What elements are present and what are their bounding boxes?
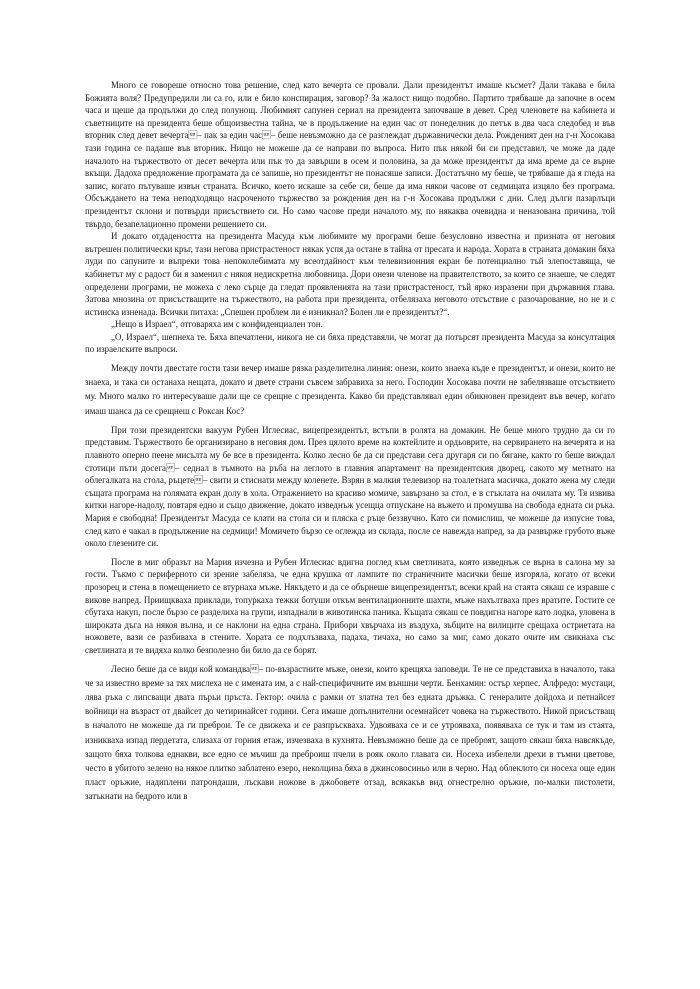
paragraph-4: „О, Израел“, шепнеха те. Бяха впечатлени, никога не си бяха представяли, че могат да потърсят президента Масуда за консултация по израелските въпроси. xyxy=(85,331,615,355)
paragraph-3: „Нещо в Израел“, отговаряха им с конфиденциален тон. xyxy=(111,319,323,330)
paragraph-1: Много се говореше относно това решение, след като вечерта се провали. Дали президентът имаше късмет? Дали такава е била Божията воля? Предупредили ли са го, или е било конспирация, заговор? За жалост нищо подобно. Партито трябваше да започне в осем часа и щеше да продължи до след полунощ. Любимият сапунен сериал на президента започваше в девет. Сред членовете на кабинета и съветниците на президента беше общоизвестна тайна, че в продължение на един час от понеделник до петък в два часа следобед и във вторник след девет вечерта – пак за един час – беше невъзможно да се разглеждат държавнически дела. Рожденият ден на г-н Хосокава тази година се падаше във вторник. Нищо не можеше да се направи по въпроса. Нито пък някой би си представил, че може да даде началото на тържеството от десет вечерта или пък то да завърши в осем и половина, за да може президентът да има време да се върне вкъщи. Дадоха предложение програмата да се запише, но президентът не понасяше записи. Достатъчно му беше, че трябваше да я гледа на запис, когато пътуваше извън страната. Всичко, което искаше за себе си, беше да има някои часове от седмицата изцяло без програма. Обсъждането на тема неподходящо насроченото тържество за рождения ден на г-н Хосокава продължи с дни. След дълги пазарлъци президентът склони и потвърди присъствието си. Но само часове преди началото му, по някаква очевидна и неназована причина, той твърдо, безапелационно промени решението си. xyxy=(85,80,615,229)
document-page xyxy=(85,79,615,804)
paragraph-2: И докато отдадеността на президента Масуда към любимите му програми беше безусловно известна и призната от неговия вътрешен политически кръг, тази негова пристрастеност някак успя да остане в тайна от пресата и народа. Хората в страната домакин бяха луди по сапуните и въпреки това непоколебимата му всеотдайност към телевизионния екран бе потенциално тъй злепоставяща, че кабинетът му с радост би я заменил с някоя недискретна любовница. Дори онези членове на правителството, за които се знаеше, че следят определени програми, не можеха с леко сърце да гледат проявленията на тази пристрастеност, тъй ярко изразени при държавния глава. Затова мнозина от присъстващите на тържеството, на работа при президента, отбелязаха неговото отсъствие с разочарование, но не и с истинска изненада. Всички питаха: „Спешен проблем ли е изникнал? Болен ли е президентът?“. xyxy=(85,231,615,317)
paragraph-5: Между почти двестате гости тази вечер имаше рязка разделителна линия: онези, които знаеха къде е президентът, и онези, които не знаеха, и така си останаха нещата, докато и двете страни съвсем забравиха за него. Господин Хосокава почти не забелязваше отсъствието му. Много малко го интересуваше дали ще се срещне с президента. Какво би представлявал един обикновен президент във вечер, когато имаш шанса да се срещнеш с Роксан Кос? xyxy=(85,363,615,416)
paragraph-7: После в миг образът на Мария изчезна и Рубен Иглесиас вдигна поглед към светлината, която изведнъж се върна в салона му за гости. Тъкмо с периферното си зрение забеляза, че една крушка от лампите по страничните масички беше изгоряла, когато от всеки прозорец и стена в помещението се втурнаха мъже. Някъдето и да се обърнеше вицепрезидентът, всеки край на стаята сякаш се изравше с викове напред. Приищкваха приклади, топуркаха тежки ботуши откъм вентилационните шахти, мъже нахълтваха през вратите. Гостите се сбутаха накуп, после бързо се разделиха на групи, изпаднали в животинска паника. Къщата сякаш се повдигна нагоре като лодка, уловена в широката дъга на някоя вълна, и се наклони на една страна. Прибори хвърчаха из въздуха, зъбците на вилиците срещаха остриетата на ножовете, вази се разбиваха в стените. Хората се подхлъзваха, падаха, тичаха, но само за миг, само докато очите им свикнаха със светлината и те видяха колко безполезно би било да се борят. xyxy=(85,556,615,655)
paragraph-8: Лесно беше да се види кой командва – по-възрастните мъже, онези, които крещяха заповеди. Те не се представиха в началото, така че за известно време за тях мислеха не с имената им, а с най-специфичните им външни черти. Бенхамин: остър херпес. Алфредо: мустаци, лява ръка с липсващи двата пърьи пръста. Гектор: очила с рамки от златна тел без едната дръжка. С генералите дойдоха и петнайсет войници на възраст от двайсет до четиринайсет години. Сега имаше допълнителни осемнайсет човека на тържеството. Никой присъстващ в началото не можеше да ги преброи. Те се движеха и се разпръскваха. Удвояваха се и се утрояваха, появяваха се тук и там из стаята, изникваха изпад пердетата, слизаха от горния етаж, изчезваха в кухнята. Невъзможно беше да се преброят, защото сякаш бяха навсякъде, защото бяха толкова еднакви, все едно се мъчиш да преброиш пчели в рояк около главата си. Носеха избелели дрехи в тъмни цветове, често в убитото зелено на някое плитко заблатено езеро, неколцина бяха в джинсовосиньо или в черно. Над облеклото си носеха още един пласт оръжие, надиплени патрондаши, лъскави ножове в джобовете отзад, всякакъв вид огнестрелно оръжие, по-малки пистолети, затъкнати на бедрото или в xyxy=(85,663,615,802)
paragraph-6: При този президентски вакуум Рубен Иглесиас, вицепрезидентът, встъпи в ролята на домакин. Не беше много трудно да си го представим. Тържеството бе организирано в неговия дом. През цялото време на коктейлите и ордьоврите, на сервирането на вечерята и на плавното оперно пеене мисълта му бе все в президента. Колко лесно бе да си представи сега другаря си по бягане, както го беше виждал стотици пъти досега – седнал в тъмното на ръба на леглото в главния апартамент на президентския дворец, сакото му метнато на облегалката на стола, ръцете – свити и стиснати между коленете. Взрян в малкия телевизор на тоалетната масичка, докато жена му следи същата програма на голямата екран долу в хола. Отражението на красиво момиче, завързано за стол, е в стъклата на очилата му. Тя извива китки нагоре-надолу, повтаря едно и също движение, докато изведнъж усещца отпускане на въжето и промушва на свобода едната си ръка. Мария е свободна! Президентът Масуда се клати на стола си и пляска с ръце беззвучно. Като си помислиш, че можеше да изпусне това, след като е чакал в продължение на седмици! Момичето бързо се оглежда из склада, после се навежда напред, за да развърже грубото въже около глезените си. xyxy=(85,424,615,549)
